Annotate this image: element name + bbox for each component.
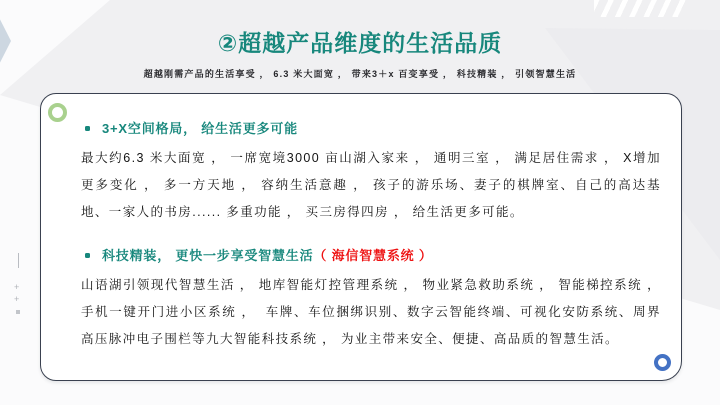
section-heading-main: 科技精装， 更快一步享受智慧生活	[102, 248, 314, 263]
card-content	[81, 120, 666, 374]
green-ring-icon	[48, 103, 67, 122]
section-heading	[102, 120, 298, 137]
slide-title: ②超越产品维度的生活品质	[217, 30, 503, 56]
margin-tick-line	[18, 253, 19, 268]
section-body-text: 山语湖引领现代智慧生活 ， 地库智能灯控管理系统 ， 物业紧急救助系统 ， 智能梯控系统 ， 手机一键开门进小区系统 ， 车牌、车位捆绑识别、数字云智能终端、可视化安防系统、周界高压脉冲电子围栏等九大智能科技系统 ， 为业主带来安全、便捷、高品质的智慧生活。	[81, 278, 666, 346]
section-space-layout	[81, 120, 661, 226]
slide-subtitle: 超越刚需产品的生活享受 ， 6.3 米大面宽 ， 带来3＋x 百变享受 ， 科技精装 ， 引领智慧生活	[143, 69, 577, 79]
section-heading	[102, 247, 433, 264]
margin-square-icon	[16, 310, 20, 314]
margin-plus-icon: +	[14, 282, 20, 292]
content-card	[40, 93, 682, 381]
diagonal-stripes-decoration	[594, 0, 686, 17]
section-smart-tech	[81, 247, 666, 353]
margin-plus-icon: +	[14, 294, 20, 304]
section-heading-main: 3+X空间格局， 给生活更多可能	[102, 121, 298, 136]
section-heading-row	[81, 120, 661, 137]
section-heading-highlight: （ 海信智慧系统 ）	[313, 248, 433, 263]
section-heading-row	[81, 247, 661, 264]
bullet-icon	[85, 126, 90, 131]
section-body-text: 最大约6.3 米大面宽 ， 一席宽境3000 亩山湖入家来 ， 通明三室 ， 满足居住需求 ， X增加更多变化 ， 多一方天地 ， 容纳生活意趣 ， 孩子的游乐场、妻子的棋牌室、自己的高达基地、一家人的书房...... 多重功能 ， 买三房得四房 ， 给生活更多可能。	[81, 151, 661, 219]
bullet-icon	[85, 253, 90, 258]
